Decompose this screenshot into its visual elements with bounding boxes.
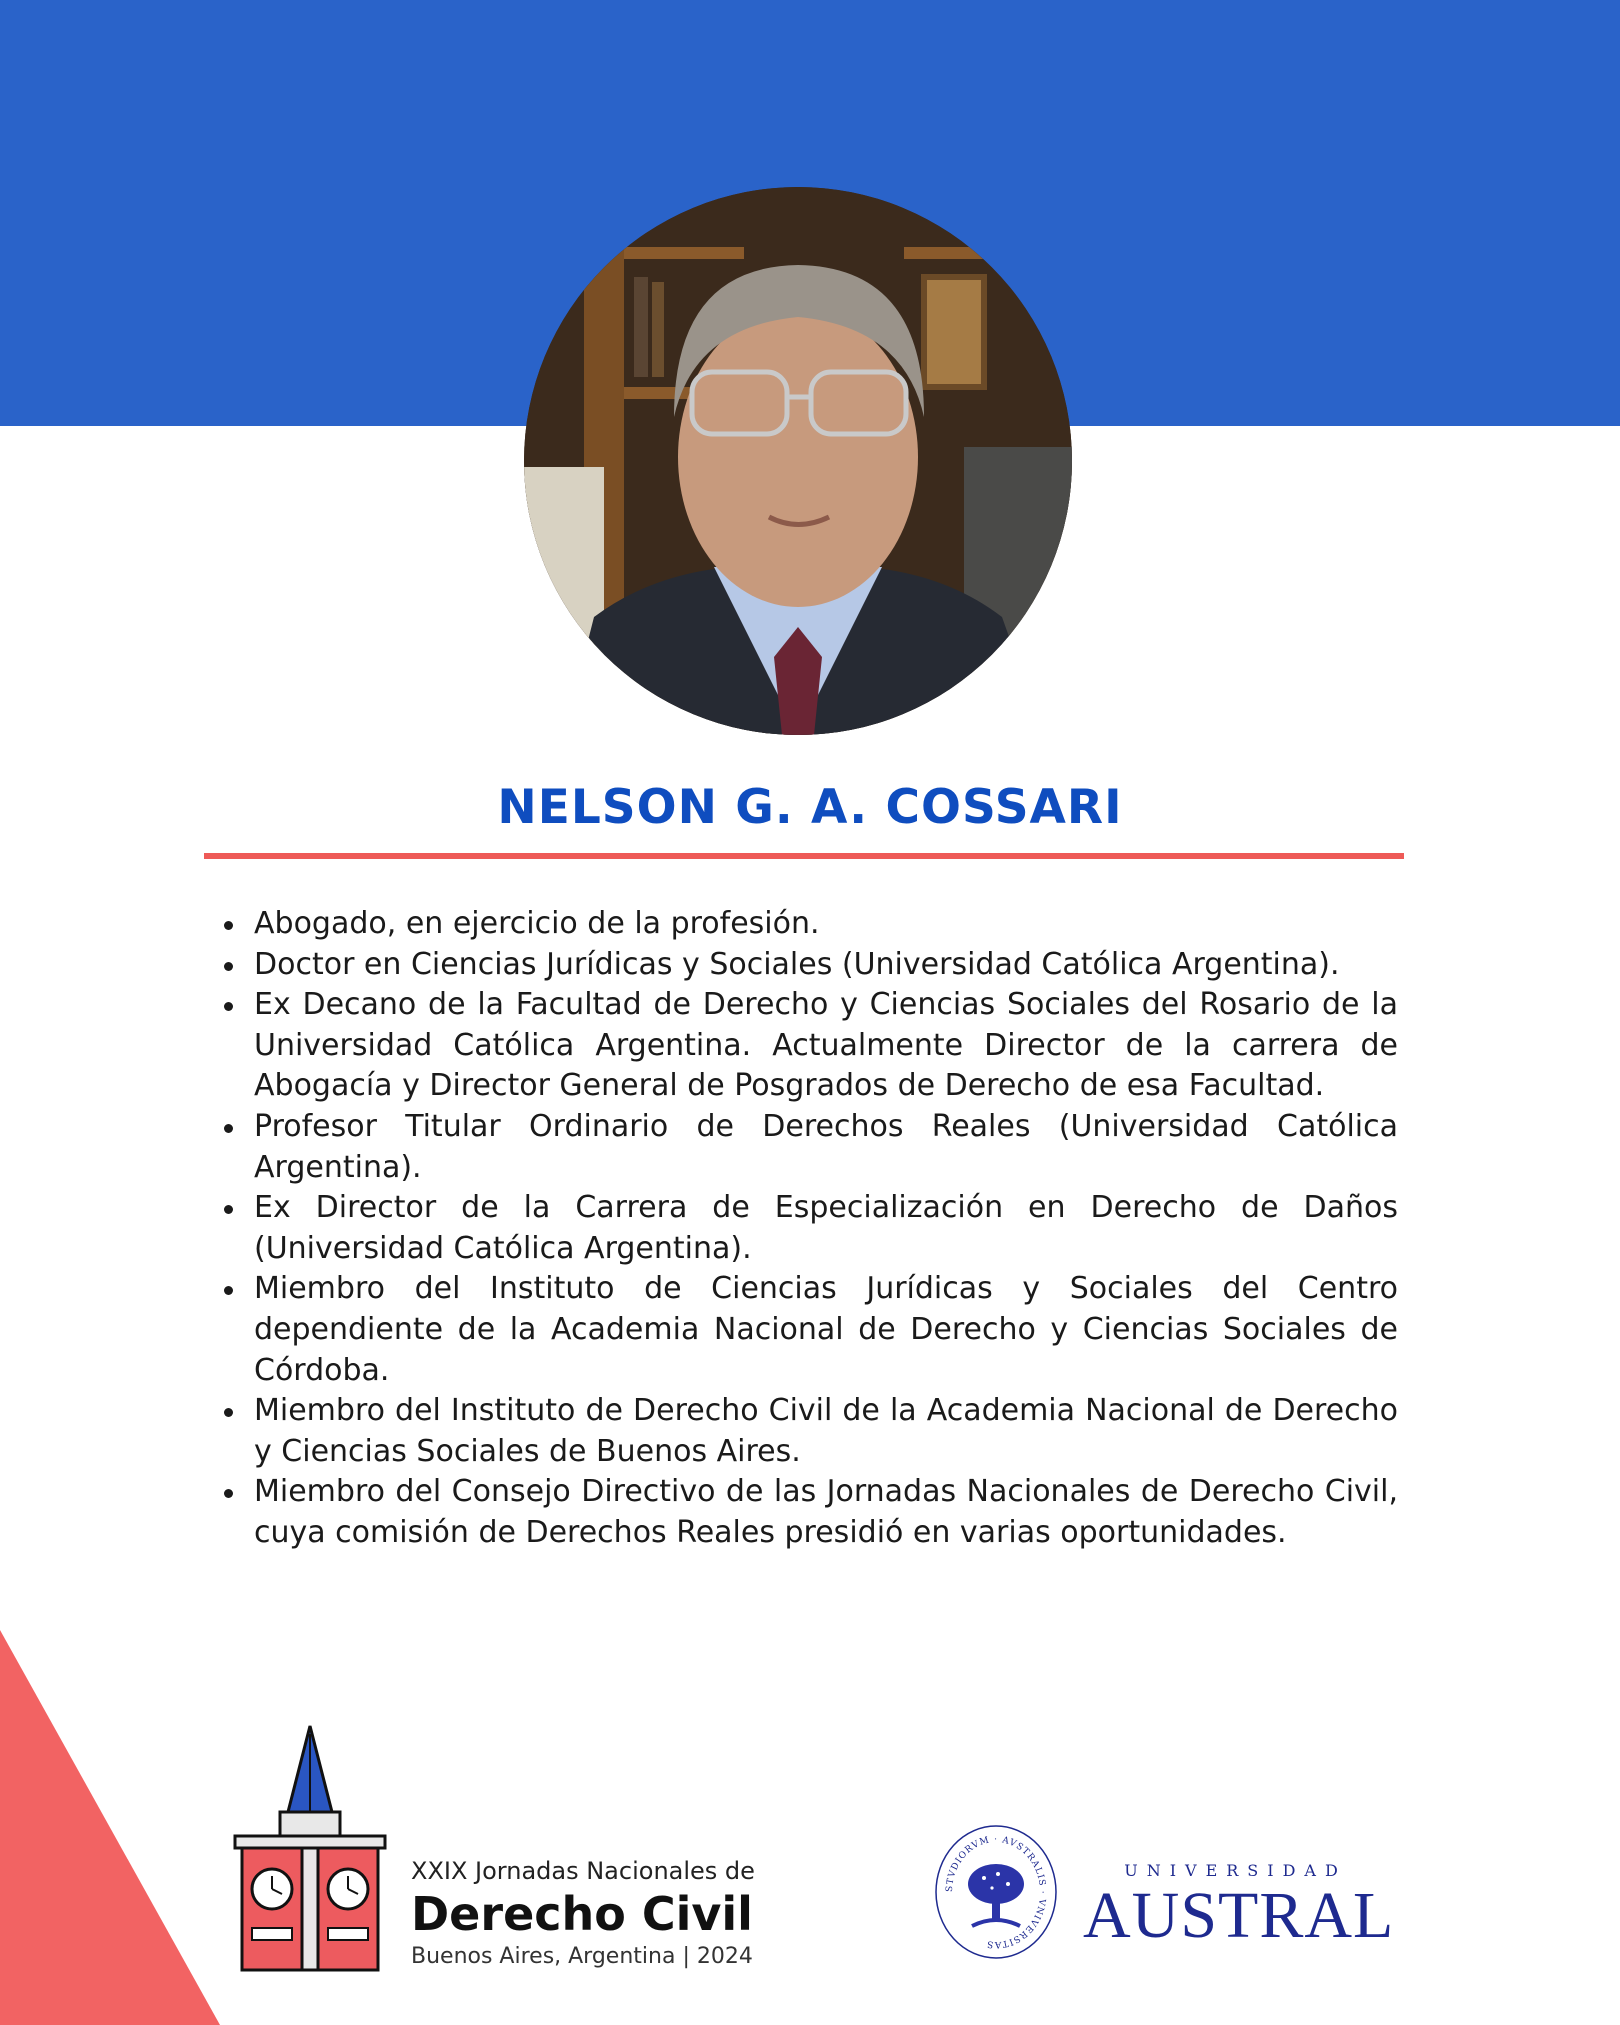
- austral-seal-icon: [932, 1822, 1060, 1962]
- bio-item: Ex Director de la Carrera de Especialización en Derecho de Daños (Universidad Católica Argentina).: [254, 1188, 1398, 1269]
- bio-item: Profesor Titular Ordinario de Derechos Reales (Universidad Católica Argentina).: [254, 1107, 1398, 1188]
- bio-item: Miembro del Instituto de Derecho Civil de la Academia Nacional de Derecho y Ciencias Sociales de Buenos Aires.: [254, 1391, 1398, 1472]
- event-line2: Derecho Civil: [411, 1887, 753, 1941]
- bio-item: Doctor en Ciencias Jurídicas y Sociales (Universidad Católica Argentina).: [254, 945, 1398, 986]
- seal-text: STVDIORVM · AVSTRALIS · VNIVERSITAS: [944, 1834, 1048, 1950]
- austral-wordmark: [1083, 1861, 1394, 1951]
- bio-item: Miembro del Instituto de Ciencias Jurídicas y Sociales del Centro dependiente de la Academia Nacional de Derecho y Ciencias Sociales de Córdoba.: [254, 1269, 1398, 1391]
- university-label: UNIVERSIDAD: [1124, 1861, 1347, 1880]
- event-title: [411, 1856, 755, 1972]
- bio-list: [254, 904, 1398, 1554]
- bio-item: Ex Decano de la Facultad de Derecho y Ciencias Sociales del Rosario de la Universidad Católica Argentina. Actualmente Director de la carrera de Abogacía y Director General de Posgrados de Derecho de esa Facultad.: [254, 985, 1398, 1107]
- corner-red-triangle: [0, 1630, 220, 2025]
- bio-item: Miembro del Consejo Directivo de las Jornadas Nacionales de Derecho Civil, cuya comisión de Derechos Reales presidió en varias oportunidades.: [254, 1472, 1398, 1553]
- austral-label: AUSTRAL: [1083, 1879, 1395, 1952]
- name-underline: [204, 853, 1404, 859]
- event-line3: Buenos Aires, Argentina | 2024: [411, 1944, 753, 1969]
- bio-item: Abogado, en ejercicio de la profesión.: [254, 904, 1398, 945]
- event-line1: XXIX Jornadas Nacionales de: [411, 1857, 755, 1885]
- clock-tower-icon: [230, 1724, 390, 1974]
- speaker-name: NELSON G. A. COSSARI: [497, 780, 1123, 835]
- speaker-portrait: [524, 187, 1072, 735]
